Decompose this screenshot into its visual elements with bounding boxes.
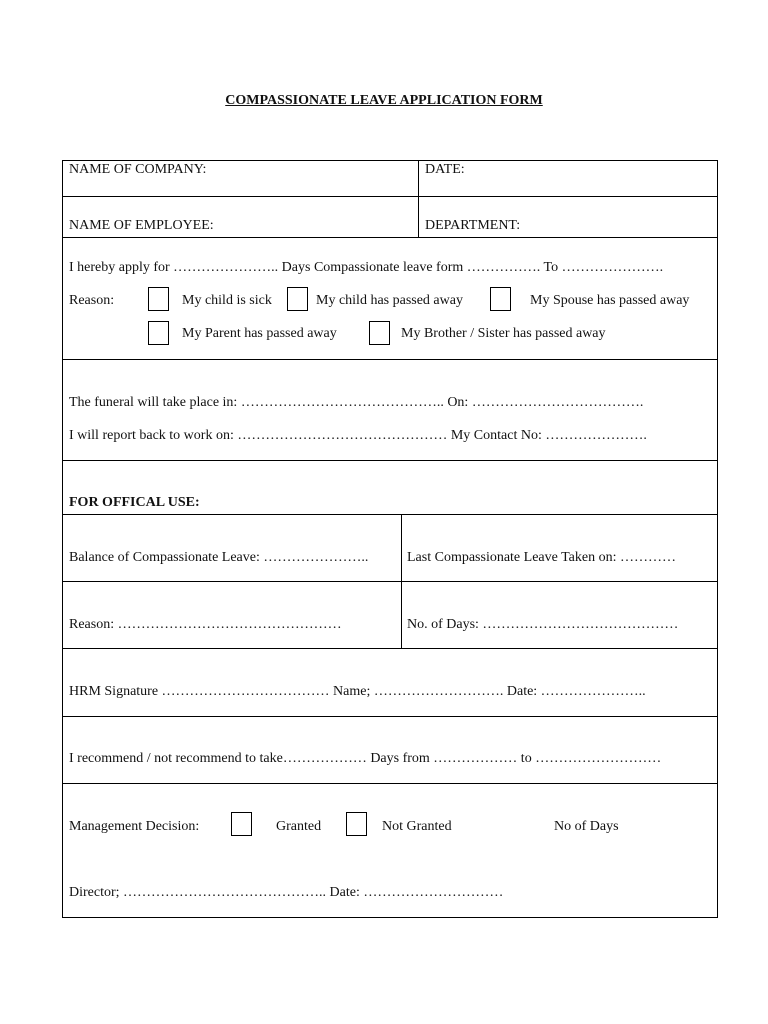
column-divider	[418, 160, 419, 237]
granted-label: Granted	[276, 819, 322, 834]
divider	[62, 716, 718, 717]
sibling-passed-label: My Brother / Sister has passed away	[401, 326, 606, 341]
parent-passed-label: My Parent has passed away	[182, 326, 337, 341]
recommend-line: I recommend / not recommend to take……………… Days from ……………… to ………………………	[69, 751, 662, 766]
child-sick-checkbox[interactable]	[148, 287, 169, 311]
official-use-heading: FOR OFFICAL USE:	[69, 495, 200, 510]
child-passed-checkbox[interactable]	[287, 287, 308, 311]
hrm-signature-line: HRM Signature ……………………………… Name; ………………………. Date: …………………..	[69, 684, 646, 699]
application-form	[62, 160, 718, 918]
number-of-days-line: No. of Days: ……………………………………	[407, 617, 679, 632]
official-reason-line: Reason: …………………………………………	[69, 617, 342, 632]
child-sick-label: My child is sick	[182, 293, 272, 308]
column-divider	[401, 514, 402, 648]
border-top	[62, 160, 718, 161]
funeral-place-line: The funeral will take place in: …………………………………….. On: ……………………………….	[69, 395, 644, 410]
child-passed-label: My child has passed away	[316, 293, 463, 308]
not-granted-checkbox[interactable]	[346, 812, 367, 836]
border-left	[62, 160, 63, 918]
report-back-line: I will report back to work on: ……………………………………… My Contact No: ………………….	[69, 428, 647, 443]
spouse-passed-label: My Spouse has passed away	[530, 293, 690, 308]
department-label: DEPARTMENT:	[425, 218, 521, 233]
divider	[62, 237, 718, 238]
company-name-label: NAME OF COMPANY:	[69, 162, 207, 177]
balance-leave-line: Balance of Compassionate Leave: …………………..	[69, 550, 369, 565]
apply-line: I hereby apply for ………………….. Days Compassionate leave form ……………. To ………………….	[69, 260, 664, 275]
divider	[62, 359, 718, 360]
sibling-passed-checkbox[interactable]	[369, 321, 390, 345]
date-label: DATE:	[425, 162, 465, 177]
last-leave-taken-line: Last Compassionate Leave Taken on: …………	[407, 550, 676, 565]
divider	[62, 581, 718, 582]
divider	[62, 648, 718, 649]
divider	[62, 196, 718, 197]
border-bottom	[62, 917, 718, 918]
granted-checkbox[interactable]	[231, 812, 252, 836]
director-line: Director; …………………………………….. Date: …………………………	[69, 885, 504, 900]
form-title: COMPASSIONATE LEAVE APPLICATION FORM	[225, 93, 543, 108]
divider	[62, 514, 718, 515]
divider	[62, 783, 718, 784]
parent-passed-checkbox[interactable]	[148, 321, 169, 345]
divider	[62, 460, 718, 461]
not-granted-label: Not Granted	[382, 819, 452, 834]
reason-label: Reason:	[69, 293, 115, 308]
management-decision-label: Management Decision:	[69, 819, 200, 834]
spouse-passed-checkbox[interactable]	[490, 287, 511, 311]
no-of-days-label: No of Days	[554, 819, 619, 834]
employee-name-label: NAME OF EMPLOYEE:	[69, 218, 214, 233]
border-right	[717, 160, 718, 918]
